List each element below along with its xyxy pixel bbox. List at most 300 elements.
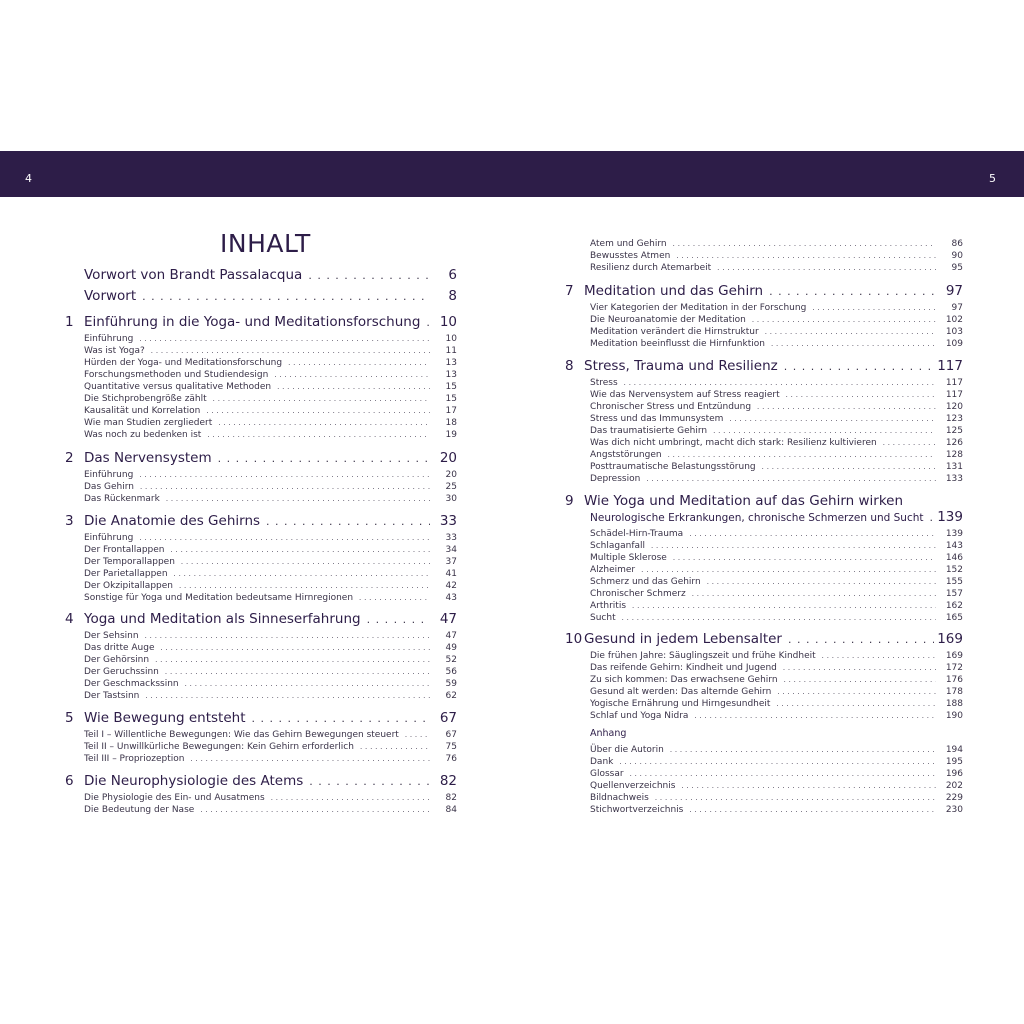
entry-label: Gesund alt werden: Das alternde Gehirn bbox=[590, 687, 772, 697]
dot-leader bbox=[757, 401, 936, 413]
dot-leader bbox=[179, 580, 430, 592]
dot-leader bbox=[213, 393, 430, 405]
dot-leader bbox=[670, 744, 936, 756]
dot-leader bbox=[619, 756, 936, 768]
entry-label: Quantitative versus qualitative Methoden bbox=[84, 382, 272, 392]
toc-entry[interactable] bbox=[590, 662, 963, 674]
dot-leader bbox=[641, 564, 936, 576]
entry-label: Schmerz und das Gehirn bbox=[590, 577, 701, 587]
page-number: 41 bbox=[445, 569, 457, 579]
dot-leader bbox=[190, 753, 430, 765]
page-number: 194 bbox=[945, 745, 963, 755]
toc-entry[interactable] bbox=[590, 804, 963, 816]
page-number: 25 bbox=[445, 482, 457, 492]
toc-entry[interactable] bbox=[84, 753, 457, 765]
entry-label: Über die Autorin bbox=[590, 745, 664, 755]
chapter-title: Wie Bewegung entsteht bbox=[84, 710, 246, 726]
toc-entry[interactable] bbox=[590, 262, 963, 274]
entry-label: Vier Kategorien der Meditation in der Forschung bbox=[590, 303, 807, 313]
chapter-title: Meditation und das Gehirn bbox=[584, 283, 764, 299]
page-number: 97 bbox=[951, 303, 963, 313]
toc-entry[interactable] bbox=[590, 768, 963, 780]
chapter-title: Die Anatomie des Gehirns bbox=[84, 513, 261, 529]
entry-label: Das dritte Auge bbox=[84, 643, 155, 653]
dot-leader bbox=[155, 654, 430, 666]
toc-entry[interactable] bbox=[590, 780, 963, 792]
toc-chapter-entry[interactable] bbox=[65, 610, 457, 628]
dot-leader bbox=[883, 437, 936, 449]
toc-entry[interactable] bbox=[590, 389, 963, 401]
entry-label: Was ist Yoga? bbox=[84, 346, 145, 356]
dot-leader bbox=[624, 377, 936, 389]
dot-leader bbox=[207, 429, 430, 441]
toc-entry[interactable] bbox=[84, 333, 457, 345]
toc-entry[interactable] bbox=[590, 437, 963, 449]
dot-leader bbox=[165, 666, 430, 678]
entry-label: Alzheimer bbox=[590, 565, 636, 575]
entry-label: Der Okzipitallappen bbox=[84, 581, 173, 591]
page-number: 17 bbox=[445, 406, 457, 416]
dot-leader bbox=[717, 262, 936, 274]
entry-label: Der Parietallappen bbox=[84, 569, 168, 579]
toc-entry[interactable] bbox=[590, 377, 963, 389]
page-number: 67 bbox=[439, 710, 457, 726]
dot-leader bbox=[359, 592, 430, 604]
entry-label: Wie man Studien zergliedert bbox=[84, 418, 213, 428]
entry-label: Quellenverzeichnis bbox=[590, 781, 676, 791]
page-number: 86 bbox=[951, 239, 963, 249]
entry-label: Zu sich kommen: Das erwachsene Gehirn bbox=[590, 675, 778, 685]
dot-leader bbox=[673, 552, 936, 564]
toc-entry[interactable] bbox=[590, 540, 963, 552]
page-number: 131 bbox=[945, 462, 963, 472]
page-number: 82 bbox=[439, 773, 457, 789]
dot-leader bbox=[166, 493, 430, 505]
page-number: 6 bbox=[448, 267, 457, 283]
toc-entry[interactable] bbox=[84, 729, 457, 741]
page-number: 126 bbox=[945, 438, 963, 448]
dot-leader bbox=[151, 345, 430, 357]
toc-entry[interactable] bbox=[590, 576, 963, 588]
entry-label: Sucht bbox=[590, 613, 616, 623]
dot-leader bbox=[812, 302, 936, 314]
page-number: 97 bbox=[945, 283, 963, 299]
page-number: 152 bbox=[945, 565, 963, 575]
entry-label: Multiple Sklerose bbox=[590, 553, 667, 563]
page-number: 10 bbox=[445, 334, 457, 344]
toc-entry[interactable] bbox=[84, 357, 457, 369]
page-number: 19 bbox=[445, 430, 457, 440]
dot-leader bbox=[274, 369, 430, 381]
dot-leader bbox=[622, 612, 936, 624]
appendix-heading: Anhang bbox=[590, 728, 627, 739]
page-number: 49 bbox=[445, 643, 457, 653]
entry-label: Was dich nicht umbringt, macht dich stark: Resilienz kultivieren bbox=[590, 438, 877, 448]
toc-entry[interactable] bbox=[84, 429, 457, 441]
page-number: 133 bbox=[945, 474, 963, 484]
entry-label: Depression bbox=[590, 474, 641, 484]
page-number: 20 bbox=[439, 450, 457, 466]
page-number: 59 bbox=[445, 679, 457, 689]
dot-leader bbox=[771, 338, 936, 350]
entry-label: Resilienz durch Atemarbeit bbox=[590, 263, 712, 273]
dot-leader bbox=[139, 532, 430, 544]
toc-entry[interactable] bbox=[84, 678, 457, 690]
page-number: 56 bbox=[445, 667, 457, 677]
toc-entry[interactable] bbox=[590, 461, 963, 473]
entry-label: Der Temporallappen bbox=[84, 557, 175, 567]
page-number: 162 bbox=[945, 601, 963, 611]
page-number: 67 bbox=[445, 730, 457, 740]
page-number: 95 bbox=[951, 263, 963, 273]
entry-label: Angststörungen bbox=[590, 450, 662, 460]
dot-leader bbox=[762, 461, 936, 473]
entry-label: Der Geschmackssinn bbox=[84, 679, 179, 689]
dot-leader bbox=[713, 425, 936, 437]
dot-leader bbox=[769, 283, 936, 301]
entry-label: Meditation verändert die Hirnstruktur bbox=[590, 327, 759, 337]
dot-leader bbox=[426, 314, 430, 332]
entry-label: Schlaganfall bbox=[590, 541, 645, 551]
page-number: 52 bbox=[445, 655, 457, 665]
page-number: 178 bbox=[945, 687, 963, 697]
toc-chapter-entry[interactable] bbox=[65, 313, 457, 331]
toc-entry[interactable] bbox=[84, 369, 457, 381]
entry-label: Einführung bbox=[84, 533, 134, 543]
entry-label: Die Stichprobengröße zählt bbox=[84, 394, 207, 404]
toc-entry[interactable] bbox=[84, 666, 457, 678]
dot-leader bbox=[930, 509, 935, 527]
dot-leader bbox=[266, 513, 430, 531]
dot-leader bbox=[367, 611, 430, 629]
entry-label: Forschungsmethoden und Studiendesign bbox=[84, 370, 269, 380]
toc-entry[interactable] bbox=[590, 588, 963, 600]
dot-leader bbox=[784, 358, 935, 376]
page-number: 8 bbox=[448, 288, 457, 304]
dot-leader bbox=[218, 417, 430, 429]
dot-leader bbox=[822, 650, 936, 662]
toc-entry[interactable] bbox=[84, 804, 457, 816]
page-number: 190 bbox=[945, 711, 963, 721]
page-number: 43 bbox=[445, 593, 457, 603]
page-number: 169 bbox=[937, 631, 963, 647]
chapter-title: Das Nervensystem bbox=[84, 450, 212, 466]
header-band bbox=[0, 151, 1024, 197]
dot-leader bbox=[655, 792, 936, 804]
dot-leader bbox=[783, 662, 936, 674]
entry-label: Arthritis bbox=[590, 601, 627, 611]
dot-leader bbox=[171, 544, 431, 556]
toc-entry[interactable] bbox=[84, 469, 457, 481]
dot-leader bbox=[776, 698, 936, 710]
toc-chapter-entry[interactable] bbox=[65, 772, 457, 790]
chapter-number: 4 bbox=[65, 611, 74, 627]
toc-entry[interactable] bbox=[590, 238, 963, 250]
dot-leader bbox=[206, 405, 430, 417]
toc-entry[interactable] bbox=[84, 592, 457, 604]
dot-leader bbox=[145, 690, 430, 702]
dot-leader bbox=[673, 238, 936, 250]
dot-leader bbox=[181, 556, 430, 568]
dot-leader bbox=[405, 729, 430, 741]
entry-label: Schädel-Hirn-Trauma bbox=[590, 529, 684, 539]
dot-leader bbox=[632, 600, 936, 612]
chapter-title: Yoga und Meditation als Sinneserfahrung bbox=[84, 611, 361, 627]
entry-label: Das Gehirn bbox=[84, 482, 134, 492]
entry-label: Der Frontallappen bbox=[84, 545, 165, 555]
entry-label: Teil II – Unwillkürliche Bewegungen: Kein Gehirn erforderlich bbox=[84, 742, 354, 752]
toc-entry[interactable] bbox=[84, 792, 457, 804]
page-number: 84 bbox=[445, 805, 457, 815]
toc-chapter-entry[interactable] bbox=[565, 630, 963, 648]
dot-leader bbox=[309, 773, 430, 791]
entry-label: Yogische Ernährung und Hirngesundheit bbox=[590, 699, 771, 709]
dot-leader bbox=[271, 792, 430, 804]
entry-label: Wie das Nervensystem auf Stress reagiert bbox=[590, 390, 780, 400]
page-number: 120 bbox=[945, 402, 963, 412]
toc-entry[interactable] bbox=[590, 338, 963, 350]
page-number: 102 bbox=[945, 315, 963, 325]
dot-leader bbox=[729, 413, 936, 425]
dot-leader bbox=[360, 741, 430, 753]
page-number: 165 bbox=[945, 613, 963, 623]
page-number: 128 bbox=[945, 450, 963, 460]
entry-label: Schlaf und Yoga Nidra bbox=[590, 711, 689, 721]
entry-label: Die Neuroanatomie der Meditation bbox=[590, 315, 746, 325]
page-number: 20 bbox=[445, 470, 457, 480]
dot-leader bbox=[752, 314, 936, 326]
page-number: 76 bbox=[445, 754, 457, 764]
toc-entry[interactable] bbox=[84, 544, 457, 556]
entry-label: Chronischer Schmerz bbox=[590, 589, 686, 599]
entry-label: Teil I – Willentliche Bewegungen: Wie das Gehirn Bewegungen steuert bbox=[84, 730, 399, 740]
dot-leader bbox=[277, 381, 430, 393]
page-number: 123 bbox=[945, 414, 963, 424]
toc-entry[interactable] bbox=[84, 556, 457, 568]
entry-label: Bildnachweis bbox=[590, 793, 649, 803]
toc-title: INHALT bbox=[220, 229, 311, 258]
toc-entry[interactable] bbox=[590, 650, 963, 662]
entry-label: Die frühen Jahre: Säuglingszeit und frühe Kindheit bbox=[590, 651, 816, 661]
chapter-title: Stress, Trauma und Resilienz bbox=[584, 358, 778, 374]
toc-entry[interactable] bbox=[590, 744, 963, 756]
toc-entry[interactable] bbox=[84, 568, 457, 580]
entry-label: Chronischer Stress und Entzündung bbox=[590, 402, 752, 412]
toc-entry[interactable] bbox=[590, 302, 963, 314]
toc-entry[interactable] bbox=[590, 698, 963, 710]
dot-leader bbox=[252, 710, 431, 728]
page-number: 155 bbox=[945, 577, 963, 587]
page-number: 33 bbox=[445, 533, 457, 543]
toc-entry[interactable] bbox=[84, 642, 457, 654]
toc-entry[interactable] bbox=[590, 401, 963, 413]
page-number: 75 bbox=[445, 742, 457, 752]
dot-leader bbox=[288, 357, 430, 369]
toc-entry[interactable] bbox=[84, 345, 457, 357]
chapter-title: Wie Yoga und Meditation auf das Gehirn wirken bbox=[584, 493, 904, 509]
chapter-title: Einführung in die Yoga- und Meditationsforschung bbox=[84, 314, 421, 330]
page-number: 103 bbox=[945, 327, 963, 337]
page-number: 15 bbox=[445, 394, 457, 404]
dot-leader bbox=[308, 267, 430, 285]
toc-chapter-entry[interactable] bbox=[565, 282, 963, 300]
toc-entry[interactable] bbox=[590, 564, 963, 576]
toc-entry[interactable] bbox=[84, 405, 457, 417]
dot-leader bbox=[692, 588, 936, 600]
entry-label: Die Bedeutung der Nase bbox=[84, 805, 195, 815]
page-number: 47 bbox=[445, 631, 457, 641]
entry-label: Hürden der Yoga- und Meditationsforschung bbox=[84, 358, 283, 368]
page-number: 11 bbox=[445, 346, 457, 356]
toc-entry[interactable] bbox=[590, 792, 963, 804]
entry-label: Der Gehörsinn bbox=[84, 655, 150, 665]
dot-leader bbox=[139, 469, 430, 481]
toc-entry[interactable] bbox=[590, 528, 963, 540]
entry-label: Der Geruchssinn bbox=[84, 667, 159, 677]
toc-preface-entry[interactable] bbox=[84, 266, 457, 284]
toc-entry[interactable] bbox=[590, 449, 963, 461]
entry-label: Das reifende Gehirn: Kindheit und Jugend bbox=[590, 663, 777, 673]
page-number: 10 bbox=[439, 314, 457, 330]
toc-entry[interactable] bbox=[84, 580, 457, 592]
dot-leader bbox=[651, 540, 936, 552]
page-number: 62 bbox=[445, 691, 457, 701]
chapter-subtitle-entry[interactable] bbox=[590, 508, 963, 526]
page-number: 195 bbox=[945, 757, 963, 767]
dot-leader bbox=[174, 568, 430, 580]
dot-leader bbox=[139, 333, 430, 345]
toc-entry[interactable] bbox=[590, 600, 963, 612]
entry-label: Bewusstes Atmen bbox=[590, 251, 671, 261]
toc-entry[interactable] bbox=[84, 381, 457, 393]
dot-leader bbox=[788, 631, 934, 649]
chapter-number: 7 bbox=[565, 283, 574, 299]
toc-chapter-entry[interactable] bbox=[65, 512, 457, 530]
entry-label: Stress bbox=[590, 378, 618, 388]
chapter-number: 9 bbox=[565, 493, 574, 509]
toc-chapter-entry[interactable] bbox=[565, 357, 963, 375]
entry-label: Der Sehsinn bbox=[84, 631, 139, 641]
chapter-subtitle: Neurologische Erkrankungen, chronische Schmerzen und Sucht bbox=[590, 512, 924, 524]
dot-leader bbox=[694, 710, 936, 722]
dot-leader bbox=[707, 576, 936, 588]
page-number-right: 5 bbox=[989, 172, 996, 185]
toc-entry[interactable] bbox=[590, 756, 963, 768]
toc-entry[interactable] bbox=[84, 690, 457, 702]
dot-leader bbox=[200, 804, 430, 816]
entry-label: Stress und das Immunsystem bbox=[590, 414, 724, 424]
toc-entry[interactable] bbox=[590, 686, 963, 698]
chapter-number: 2 bbox=[65, 450, 74, 466]
dot-leader bbox=[185, 678, 430, 690]
page-number: 169 bbox=[945, 651, 963, 661]
toc-entry[interactable] bbox=[84, 493, 457, 505]
preface-title: Vorwort von Brandt Passalacqua bbox=[84, 267, 303, 283]
entry-label: Der Tastsinn bbox=[84, 691, 140, 701]
page-number: 13 bbox=[445, 370, 457, 380]
page-number: 230 bbox=[945, 805, 963, 815]
chapter-number: 1 bbox=[65, 314, 74, 330]
toc-entry[interactable] bbox=[84, 654, 457, 666]
entry-label: Teil III – Propriozeption bbox=[84, 754, 185, 764]
page-number: 176 bbox=[945, 675, 963, 685]
dot-leader bbox=[676, 250, 936, 262]
toc-entry[interactable] bbox=[84, 417, 457, 429]
chapter-number: 6 bbox=[65, 773, 74, 789]
entry-label: Posttraumatische Belastungsstörung bbox=[590, 462, 756, 472]
entry-label: Einführung bbox=[84, 470, 134, 480]
dot-leader bbox=[777, 686, 936, 698]
toc-entry[interactable] bbox=[590, 250, 963, 262]
page-number: 139 bbox=[937, 509, 963, 525]
chapter-title: Gesund in jedem Lebensalter bbox=[584, 631, 782, 647]
dot-leader bbox=[646, 473, 936, 485]
dot-leader bbox=[689, 528, 936, 540]
entry-label: Meditation beeinflusst die Hirnfunktion bbox=[590, 339, 765, 349]
toc-chapter-entry[interactable] bbox=[65, 709, 457, 727]
dot-leader bbox=[765, 326, 936, 338]
page-number: 18 bbox=[445, 418, 457, 428]
toc-entry[interactable] bbox=[590, 425, 963, 437]
dot-leader bbox=[630, 768, 936, 780]
entry-label: Sonstige für Yoga und Meditation bedeutsame Hirnregionen bbox=[84, 593, 354, 603]
page-number: 125 bbox=[945, 426, 963, 436]
toc-entry[interactable] bbox=[84, 481, 457, 493]
page-number: 30 bbox=[445, 494, 457, 504]
toc-preface-entry[interactable] bbox=[84, 287, 457, 305]
dot-leader bbox=[142, 288, 430, 306]
toc-entry[interactable] bbox=[590, 552, 963, 564]
dot-leader bbox=[784, 674, 936, 686]
toc-entry[interactable] bbox=[590, 710, 963, 722]
entry-label: Glossar bbox=[590, 769, 624, 779]
chapter-number: 3 bbox=[65, 513, 74, 529]
chapter-number: 5 bbox=[65, 710, 74, 726]
toc-entry[interactable] bbox=[590, 326, 963, 338]
page-number: 117 bbox=[937, 358, 963, 374]
page-number: 37 bbox=[445, 557, 457, 567]
toc-entry[interactable] bbox=[590, 413, 963, 425]
toc-entry[interactable] bbox=[84, 741, 457, 753]
chapter-number: 8 bbox=[565, 358, 574, 374]
page-number: 82 bbox=[445, 793, 457, 803]
entry-label: Die Physiologie des Ein- und Ausatmens bbox=[84, 793, 265, 803]
toc-entry[interactable] bbox=[590, 674, 963, 686]
toc-entry[interactable] bbox=[590, 612, 963, 624]
entry-label: Stichwortverzeichnis bbox=[590, 805, 684, 815]
toc-chapter-entry[interactable] bbox=[65, 449, 457, 467]
page-number: 117 bbox=[945, 378, 963, 388]
dot-leader bbox=[140, 481, 430, 493]
toc-entry[interactable] bbox=[84, 393, 457, 405]
page-number: 13 bbox=[445, 358, 457, 368]
toc-entry[interactable] bbox=[590, 314, 963, 326]
chapter-number: 10 bbox=[565, 631, 583, 647]
toc-entry[interactable] bbox=[590, 473, 963, 485]
toc-entry[interactable] bbox=[84, 532, 457, 544]
entry-label: Das Rückenmark bbox=[84, 494, 160, 504]
page-number: 33 bbox=[439, 513, 457, 529]
page-number: 109 bbox=[945, 339, 963, 349]
page-number: 117 bbox=[945, 390, 963, 400]
toc-entry[interactable] bbox=[84, 630, 457, 642]
page-number: 157 bbox=[945, 589, 963, 599]
dot-leader bbox=[786, 389, 936, 401]
page-number: 47 bbox=[439, 611, 457, 627]
entry-label: Kausalität und Korrelation bbox=[84, 406, 201, 416]
page-number: 139 bbox=[945, 529, 963, 539]
page-number: 34 bbox=[445, 545, 457, 555]
